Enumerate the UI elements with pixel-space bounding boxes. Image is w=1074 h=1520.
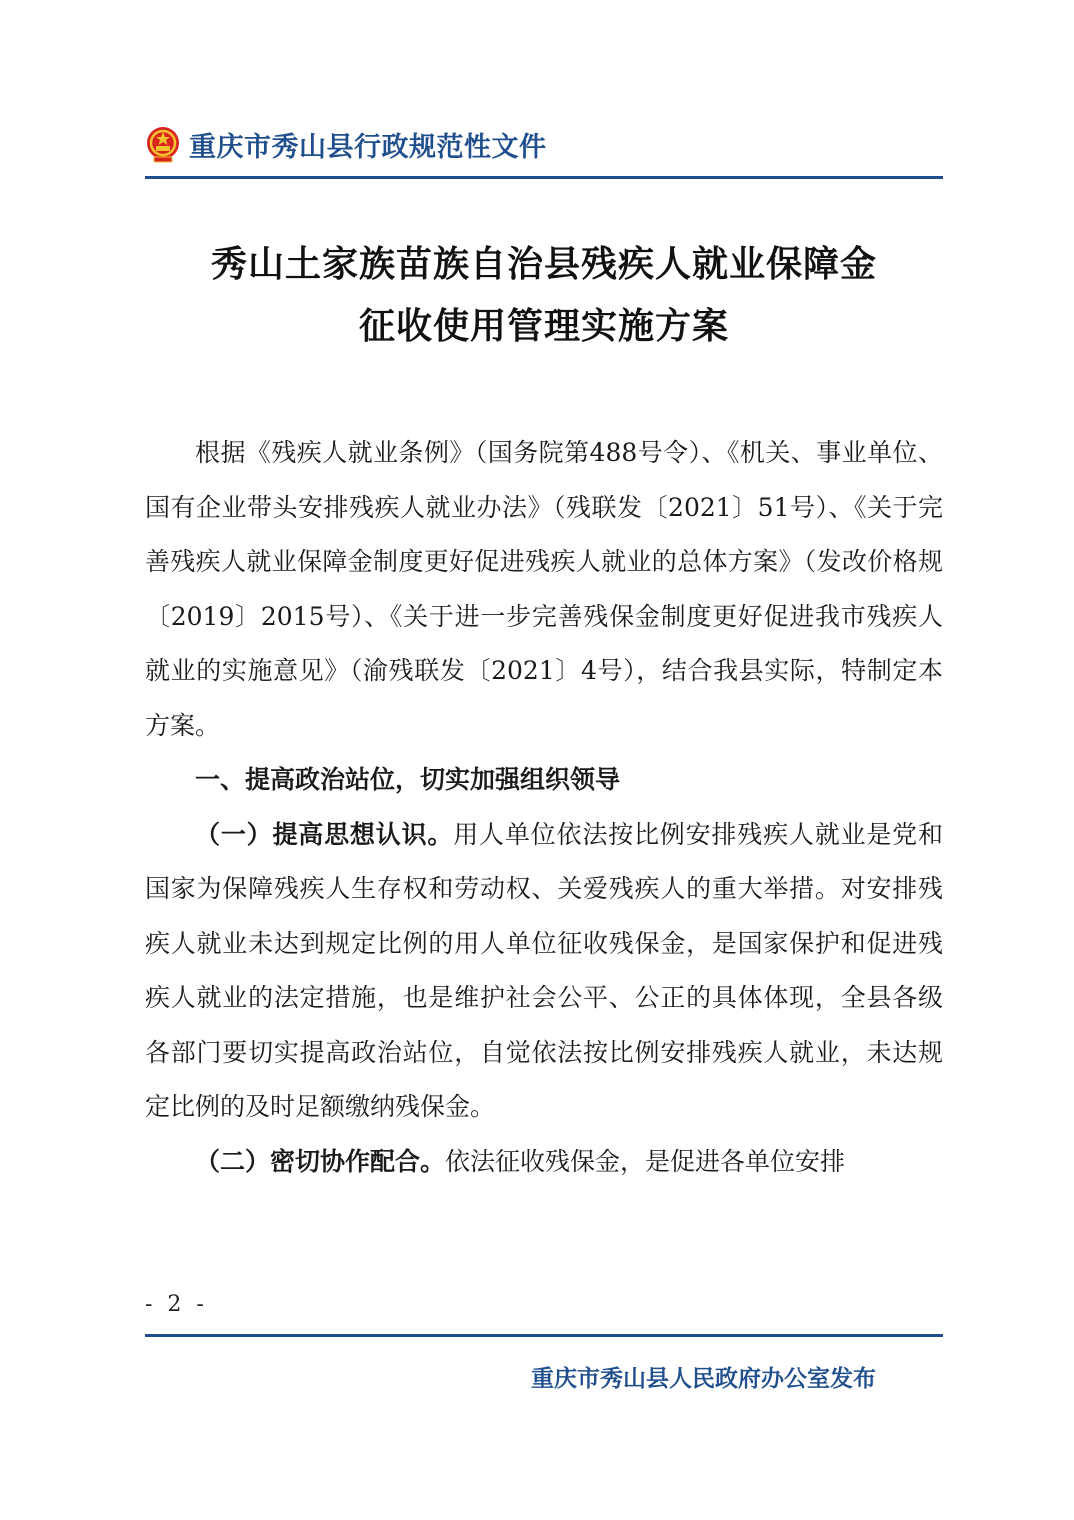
- item-2-text: 依法征收残保金，是促进各单位安排: [445, 1146, 846, 1176]
- national-emblem-icon: [145, 125, 181, 163]
- item-1-lead: （一）提高思想认识。: [195, 819, 454, 849]
- header-divider: [145, 176, 943, 179]
- intro-paragraph: 根据《残疾人就业条例》（国务院第488号令）、《机关、事业单位、国有企业带头安排残疾人就业办法》（残联发〔2021〕51号）、《关于完善残疾人就业保障金制度更好促进残疾人就业的总体方案》（发改价格规〔2019〕2015号）、《关于进一步完善残保金制度更好促进我市残疾人就业的实施意见》（渝残联发〔2021〕4号），结合我县实际，特制定本方案。: [145, 438, 943, 740]
- document-body: [145, 426, 943, 1189]
- page-number: - 2 -: [145, 1292, 208, 1317]
- item-2-paragraph: [145, 1135, 943, 1190]
- item-1-paragraph: [145, 808, 943, 1135]
- document-title-line2: 征收使用管理实施方案: [358, 306, 729, 347]
- item-2-lead: （二）密切协作配合。: [195, 1146, 446, 1176]
- item-1-text: 用人单位依法按比例安排残疾人就业是党和国家为保障残疾人生存权和劳动权、关爱残疾人的重大举措。对安排残疾人就业未达到规定比例的用人单位征收残保金，是国家保护和促进残疾人就业的法定措施，也是维护社会公平、公正的具体体现，全县各级各部门要切实提高政治站位，自觉依法按比例安排残疾人就业，未达规定比例的及时足额缴纳残保金。: [145, 819, 943, 1121]
- section-heading: 一、提高政治站位，切实加强组织领导: [195, 765, 621, 794]
- footer-divider: [145, 1334, 943, 1337]
- document-header: [145, 122, 547, 166]
- document-title-line1: 秀山土家族苗族自治县残疾人就业保障金: [210, 244, 877, 285]
- footer-publisher: 重庆市秀山县人民政府办公室发布: [531, 1366, 876, 1392]
- header-title: 重庆市秀山县行政规范性文件: [189, 131, 547, 163]
